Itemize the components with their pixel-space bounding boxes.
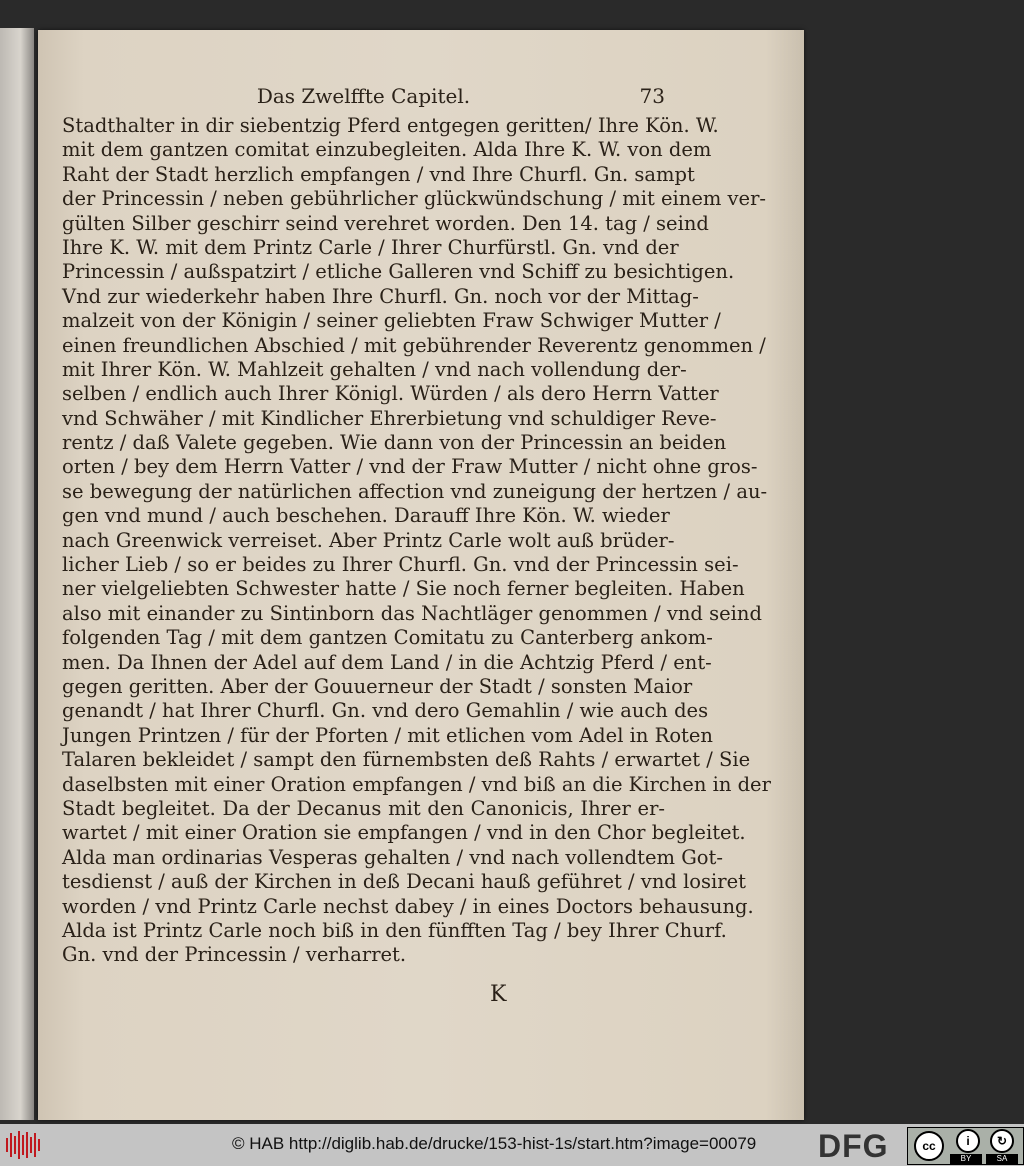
text-line: Alda ist Printz Carle noch biß in den fünfften Tag / bey Ihrer Churf. xyxy=(62,918,727,942)
text-line: tesdienst / auß der Kirchen in deß Decani hauß geführet / vnd losiret xyxy=(62,870,746,894)
text-line: Vnd zur wiederkehr haben Ihre Churfl. Gn. noch vor der Mittag- xyxy=(62,284,699,308)
text-line: Gn. vnd der Princessin / verharret. xyxy=(62,943,407,967)
text-line: ner vielgeliebten Schwester hatte / Sie noch ferner begleiten. Haben xyxy=(62,577,745,601)
previous-page-edge xyxy=(0,28,34,1120)
text-line: orten / bey dem Herrn Vatter / vnd der Fraw Mutter / nicht ohne gros- xyxy=(62,455,758,479)
signature-mark: K xyxy=(490,982,507,1007)
text-line: malzeit von der Königin / seiner geliebten Fraw Schwiger Mutter / xyxy=(62,309,721,333)
running-title: Das Zwelffte Capitel. xyxy=(256,84,471,108)
text-line: nach Greenwick verreiset. Aber Printz Carle wolt auß brüder- xyxy=(62,528,675,552)
text-line: wartet / mit einer Oration sie empfangen / vnd in den Chor begleitet. xyxy=(62,821,746,845)
page-header xyxy=(62,84,665,114)
text-line: mit dem gantzen comitat einzubegleiten. Alda Ihre K. W. von dem xyxy=(62,138,712,162)
text-line: gen vnd mund / auch beschehen. Darauff Ihre Kön. W. wieder xyxy=(62,504,670,528)
text-line: Raht der Stadt herzlich empfangen / vnd Ihre Churfl. Gn. sampt xyxy=(62,162,695,186)
text-line: Stadt begleitet. Da der Decanus mit den Canonicis, Ihrer er- xyxy=(62,796,665,820)
text-line: folgenden Tag / mit dem gantzen Comitatu zu Canterberg ankom- xyxy=(62,626,713,650)
dfg-logo[interactable]: DFG xyxy=(818,1128,889,1164)
text-line: Princessin / außspatzirt / etliche Galleren vnd Schiff zu besichtigen. xyxy=(62,260,735,284)
text-line: also mit einander zu Sintinborn das Nachtläger genommen / vnd seind xyxy=(62,601,762,625)
body-text xyxy=(62,114,771,968)
sa-label: SA xyxy=(986,1154,1018,1164)
copyright-link[interactable]: © HAB http://diglib.hab.de/drucke/153-hist-1s/start.htm?image=00079 xyxy=(232,1134,757,1153)
text-line: Alda man ordinarias Vesperas gehalten / vnd nach vollendtem Got- xyxy=(62,845,723,869)
cc-license-badge[interactable] xyxy=(907,1127,1024,1165)
text-line: men. Da Ihnen der Adel auf dem Land / in die Achtzig Pferd / ent- xyxy=(62,650,712,674)
text-line: gegen geritten. Aber der Gouuerneur der Stadt / sonsten Maior xyxy=(62,674,693,698)
page-number: 73 xyxy=(639,84,665,108)
text-line: rentz / daß Valete gegeben. Wie dann von der Princessin an beiden xyxy=(62,431,727,455)
cc-icon: cc xyxy=(914,1131,944,1161)
by-attribution-icon: i xyxy=(956,1129,980,1153)
text-line: der Princessin / neben gebührlicher glückwündschung / mit einem ver- xyxy=(62,187,767,211)
text-line: genandt / hat Ihrer Churfl. Gn. vnd dero Gemahlin / wie auch des xyxy=(62,699,709,723)
text-line: vnd Schwäher / mit Kindlicher Ehrerbietung vnd schuldiger Reve- xyxy=(62,406,717,430)
text-line: selben / endlich auch Ihrer Königl. Würden / als dero Herrn Vatter xyxy=(62,382,719,406)
text-line: Stadthalter in dir siebentzig Pferd entgegen geritten/ Ihre Kön. W. xyxy=(62,114,719,137)
text-line: Talaren bekleidet / sampt den fürnembsten deß Rahts / erwartet / Sie xyxy=(62,748,751,772)
text-line: einen freundlichen Abschied / mit gebührender Reverentz genommen / xyxy=(62,333,766,357)
hab-logo-icon[interactable] xyxy=(6,1130,40,1160)
share-alike-icon: ↻ xyxy=(990,1129,1014,1153)
text-line: worden / vnd Printz Carle nechst dabey / in eines Doctors behausung. xyxy=(62,894,754,918)
footer-bar xyxy=(0,1124,1024,1166)
text-line: gülten Silber geschirr seind verehret worden. Den 14. tag / seind xyxy=(62,211,709,235)
text-line: licher Lieb / so er beides zu Ihrer Churfl. Gn. vnd der Princessin sei- xyxy=(62,553,739,577)
text-line: se bewegung der natürlichen affection vnd zuneigung der hertzen / au- xyxy=(62,479,768,503)
text-line: Jungen Printzen / für der Pforten / mit etlichen vom Adel in Roten xyxy=(62,723,713,747)
by-label: BY xyxy=(950,1154,982,1164)
text-line: daselbsten mit einer Oration empfangen / vnd biß an die Kirchen in der xyxy=(62,772,771,796)
text-line: Ihre K. W. mit dem Printz Carle / Ihrer Churfürstl. Gn. vnd der xyxy=(62,235,679,259)
text-line: mit Ihrer Kön. W. Mahlzeit gehalten / vnd nach vollendung der- xyxy=(62,357,687,381)
